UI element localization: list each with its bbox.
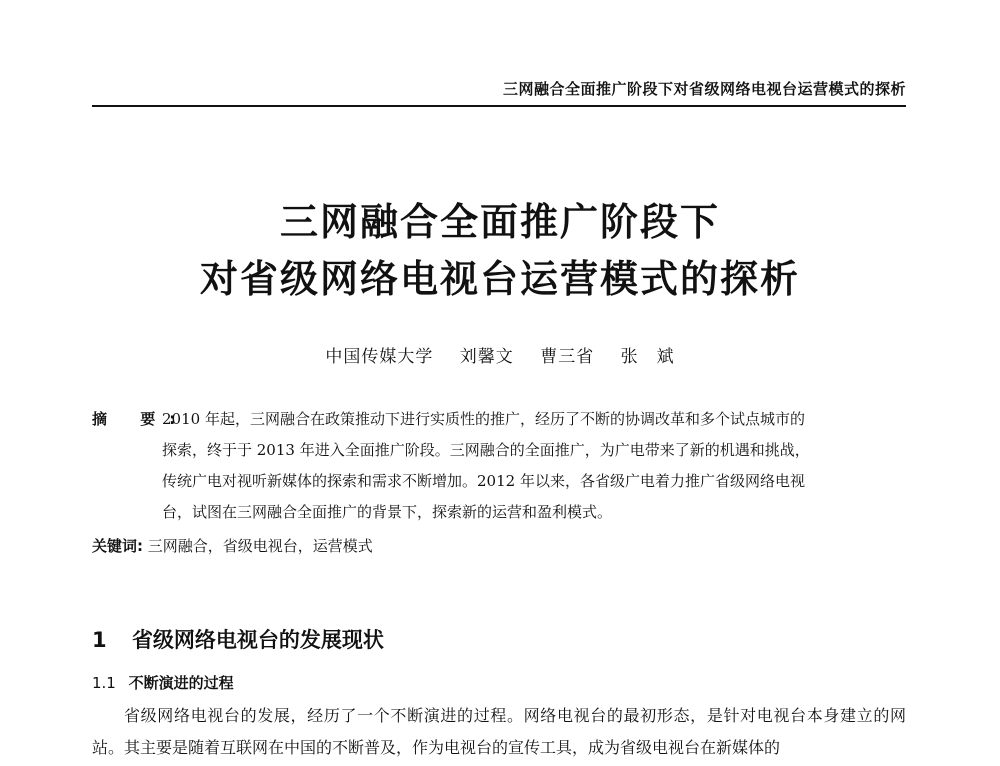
authors <box>0 342 1000 367</box>
section-number: 1 <box>92 628 107 652</box>
keywords-value: 三网融合，省级电视台，运营模式 <box>147 537 373 555</box>
subsection-number: 1.1 <box>92 674 116 692</box>
abstract <box>92 404 906 528</box>
section-title: 省级网络电视台的发展现状 <box>131 628 384 652</box>
paper-title-line-1: 三网融合全面推广阶段下 <box>279 200 720 244</box>
author-name: 刘馨文 <box>459 347 514 367</box>
author-name: 曹三省 <box>540 347 595 367</box>
running-header: 三网融合全面推广阶段下对省级网络电视台运营模式的探析 <box>92 78 906 107</box>
affiliation: 中国传媒大学 <box>325 347 434 367</box>
abstract-line: 台，试图在三网融合全面推广的背景下，探索新的运营和盈利模式。 <box>162 503 613 521</box>
subsection-heading <box>92 672 234 693</box>
section-heading <box>92 624 384 654</box>
body-paragraph: 省级网络电视台的发展，经历了一个不断演进的过程。网络电视台的最初形态，是针对电视台本身建立的网站。其主要是随着互联网在中国的不断普及，作为电视台的宣传工具，成为省级电视台在新媒体的 <box>92 706 906 757</box>
author-name: 张 斌 <box>620 347 675 367</box>
keywords <box>92 535 373 556</box>
subsection-title: 不断演进的过程 <box>128 674 234 692</box>
abstract-text <box>162 404 906 528</box>
keywords-label: 关键词: <box>92 537 143 555</box>
abstract-label: 摘 要: <box>92 410 190 428</box>
abstract-line: 探索，终于于 2013 年进入全面推广阶段。三网融合的全面推广，为广电带来了新的机遇和挑战， <box>162 441 810 459</box>
paper-title-line-2: 对省级网络电视台运营模式的探析 <box>199 257 800 301</box>
abstract-line: 2010 年起，三网融合在政策推动下进行实质性的推广，经历了不断的协调改革和多个试点城市的 <box>162 410 805 428</box>
abstract-line: 传统广电对视听新媒体的探索和需求不断增加。2012 年以来，各省级广电着力推广省级网络电视 <box>162 472 805 490</box>
